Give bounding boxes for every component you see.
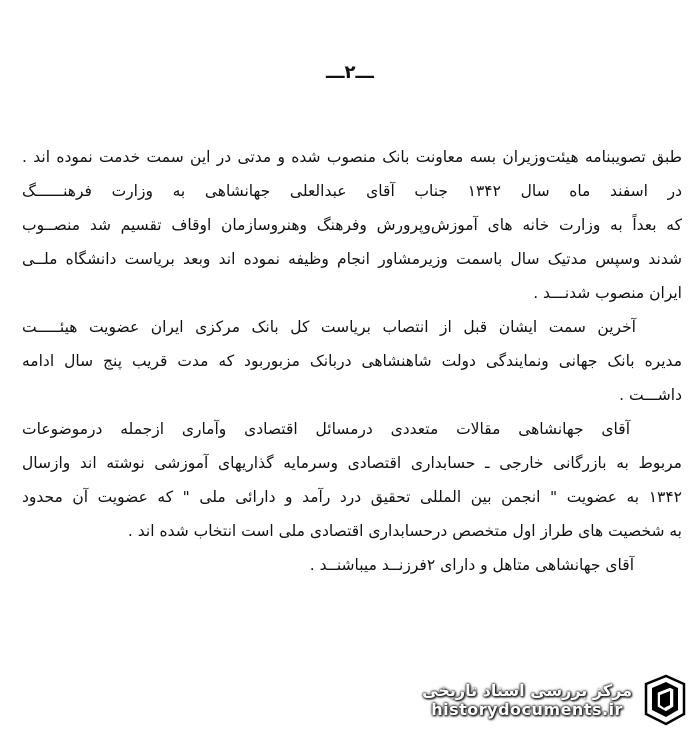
text-line: آقای جهانشاهی متاهل و دارای ۲فرزنــد میباشنــد . xyxy=(309,556,634,574)
text-line: آقای جهانشاهی مقالات متعددی درمسائل اقتصادی وآماری ازجمله درموضوعات xyxy=(22,420,630,438)
text-line: ایران منصوب شدنـــد . xyxy=(533,284,682,302)
text-line: داشـــت . xyxy=(619,386,682,404)
text-line: ۱۳۴۲ به عضویت " انجمن بین المللی تحقیق درد رآمد و دارائی ملی " که عضویت آن محدود xyxy=(22,488,682,506)
text-line: طبق تصویبنامه هیئت‌وزیران بسه معاونت بانک منصوب شده و مدتی در این سمت خدمت نموده اند . xyxy=(22,148,682,166)
text-line: در اسفند ماه سال ۱۳۴۲ جناب آقای عبدالعلی جهانشاهی به وزارت فرهنــــــگ xyxy=(22,182,682,200)
text-line: شدند وسپس مدتیک سال باسمت وزیرمشاور انجام وظیفه نموده اند وبعد بریاست دانشگاه ملــی xyxy=(22,250,682,268)
watermark-text xyxy=(422,681,632,719)
text-line: آخرین سمت ایشان قبل از انتصاب بریاست کل بانک مرکزی ایران عضویت هیئـــــت xyxy=(22,318,636,336)
text-line: به شخصیت های طراز اول متخصص درحسابداری اقتصادی ملی است انتخاب شده اند . xyxy=(127,522,682,540)
archive-logo-icon xyxy=(640,674,688,726)
text-line: که بعداً به وزارت خانه های آموزش‌وپرورش وفرهنگ وهنروسازمان اوقاف تقسیم شد منصــوب xyxy=(22,216,682,234)
document-body xyxy=(22,140,682,582)
watermark-url: historydocuments.ir xyxy=(431,700,623,719)
text-line: مربوط به بازرگانی خارجی ـ حسابداری اقتصادی وسرمایه گذاریهای آموزشی نوشته اند وازسال xyxy=(22,454,682,472)
page-number: ـــ۲ـــ xyxy=(326,62,374,83)
archive-watermark xyxy=(422,672,688,728)
text-line: مدیره بانک جهانی ونمایندگی دولت شاهنشاهی دربانک مزبوربود که مدت قریب پنج سال ادامه xyxy=(22,352,682,370)
watermark-title: مرکز بررسی اسناد تاریخی xyxy=(422,681,632,700)
